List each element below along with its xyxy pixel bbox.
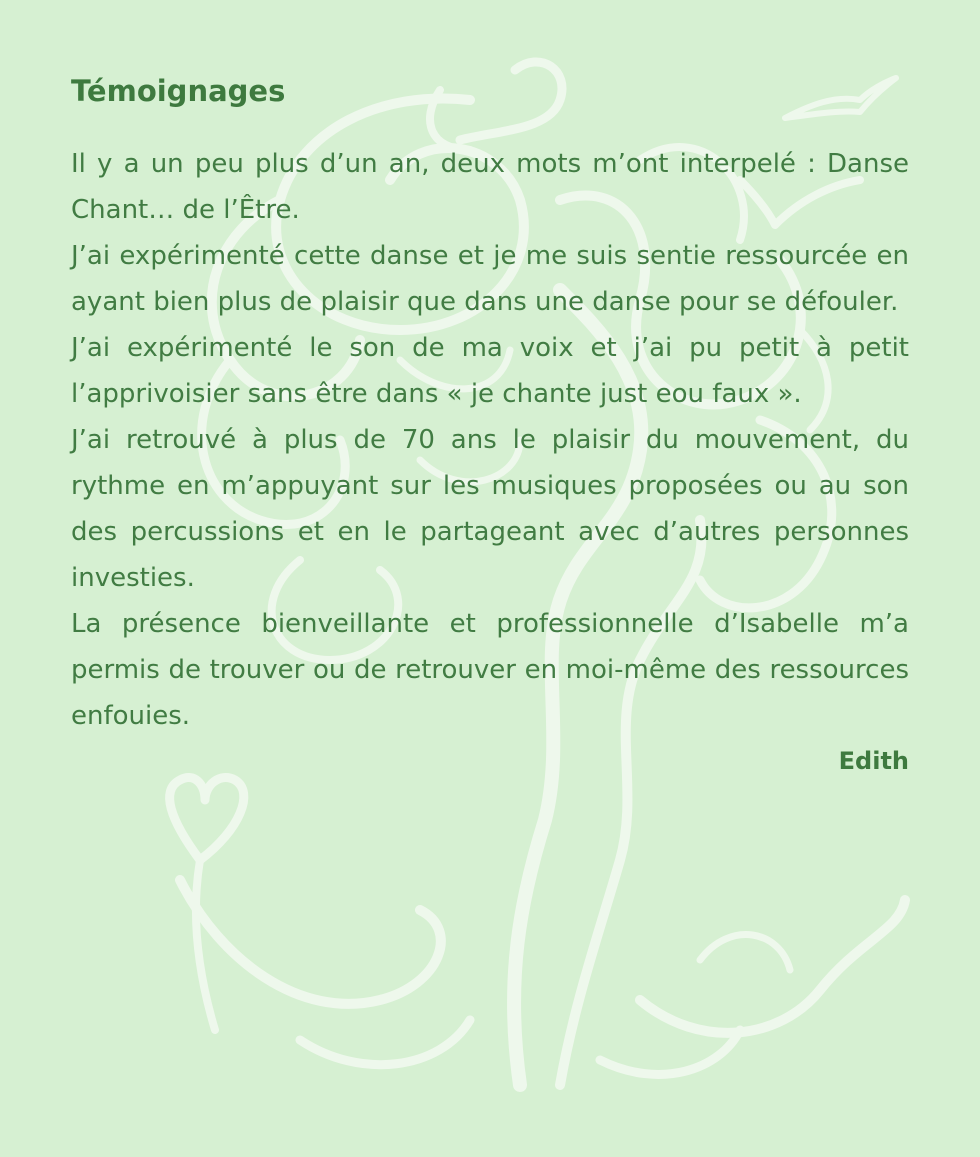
testimonial-paragraph: J’ai retrouvé à plus de 70 ans le plaisir du mouvement, du rythme en m’appuyant sur les musiques proposées ou au son des percussions et en le partageant avec d’autres personnes investies. — [71, 425, 909, 593]
testimonial-paragraph: Il y a un peu plus d’un an, deux mots m’ont interpelé : Danse Chant… de l’Être. — [71, 149, 909, 225]
section-heading: Témoignages — [71, 74, 286, 108]
testimonial-section — [71, 70, 909, 783]
testimonial-paragraph: J’ai expérimenté le son de ma voix et j’ai pu petit à petit l’apprivoisier sans être dans « je chante just eou faux ». — [71, 333, 909, 409]
root-right-low — [600, 1030, 740, 1074]
testimonial-author: Edith — [838, 747, 909, 775]
testimonial-paragraph: J’ai expérimenté cette danse et je me suis sentie ressourcée en ayant bien plus de plaisir que dans une danse pour se défouler. — [71, 241, 909, 317]
root-left-low — [300, 1020, 470, 1065]
root-left — [180, 880, 441, 1004]
heart-ornament — [170, 778, 244, 860]
curl-root-right — [700, 935, 790, 970]
testimonial-paragraph: La présence bienveillante et professionnelle d’Isabelle m’a permis de trouver ou de retrouver en moi-même des ressources enfouies. — [71, 609, 909, 731]
heart-stem — [196, 860, 215, 1030]
root-right — [640, 900, 905, 1033]
